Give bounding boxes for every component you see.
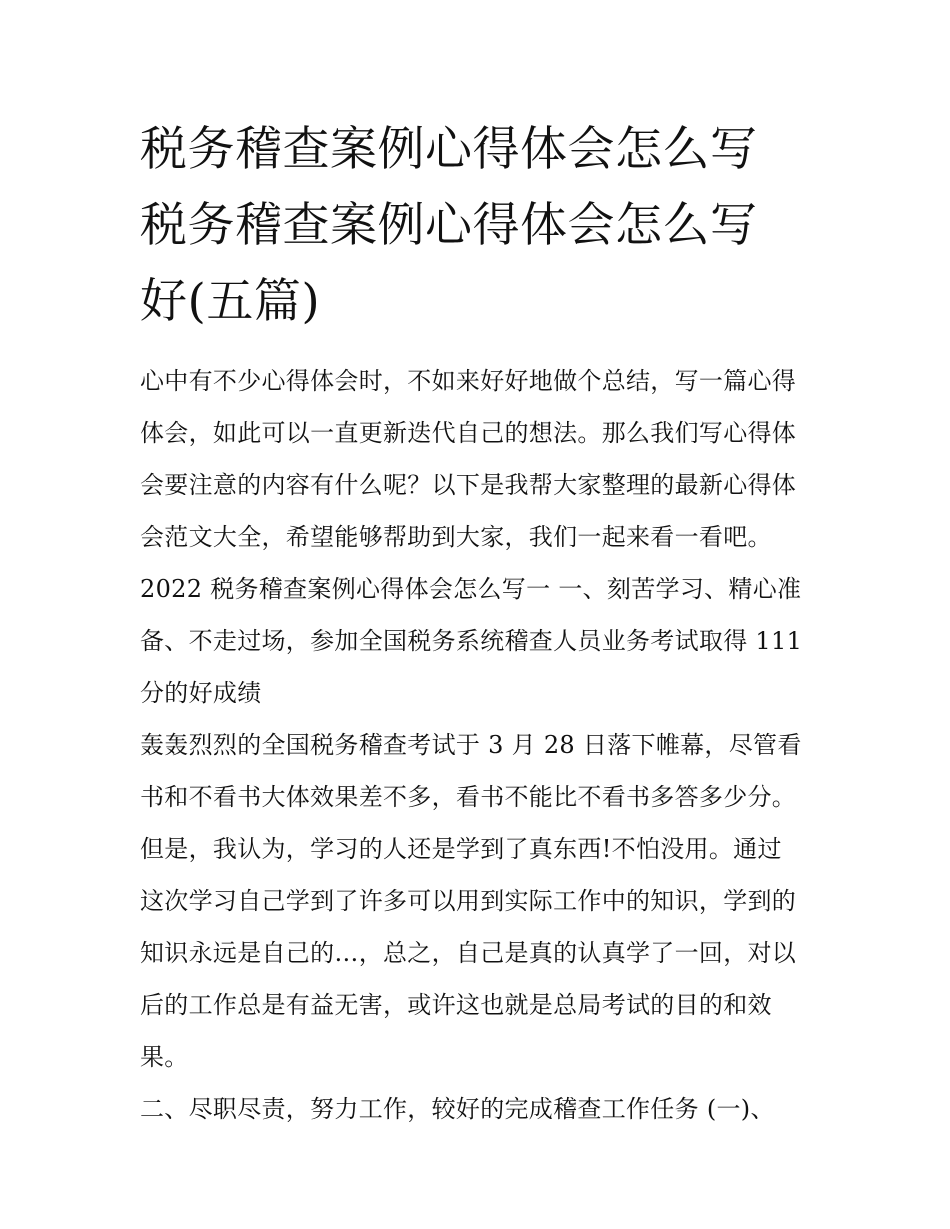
body-line: 体会，如此可以一直更新迭代自己的想法。那么我们写心得体 xyxy=(140,419,797,447)
body-line: 果。 xyxy=(140,1043,189,1071)
body-line: 会要注意的内容有什么呢？以下是我帮大家整理的最新心得体 xyxy=(140,471,797,499)
body-line: 分的好成绩 xyxy=(140,679,262,707)
body-line: 心中有不少心得体会时，不如来好好地做个总结，写一篇心得 xyxy=(140,367,797,395)
title-line-2: 税务稽查案例心得体会怎么写 xyxy=(140,198,758,253)
document-title xyxy=(140,112,830,340)
body-line: 二、尽职尽责，努力工作，较好的完成稽查工作任务 (一)、 xyxy=(140,1095,775,1123)
document-body xyxy=(140,355,820,1135)
body-line: 后的工作总是有益无害，或许这也就是总局考试的目的和效 xyxy=(140,991,772,1019)
body-line: 书和不看书大体效果差不多，看书不能比不看书多答多少分。 xyxy=(140,783,797,811)
title-line-1: 税务稽查案例心得体会怎么写 xyxy=(140,122,758,177)
body-line: 但是，我认为，学习的人还是学到了真东西!不怕没用。通过 xyxy=(140,835,782,863)
body-line: 知识永远是自己的…，总之，自己是真的认真学了一回，对以 xyxy=(140,939,797,967)
body-line: 这次学习自己学到了许多可以用到实际工作中的知识，学到的 xyxy=(140,887,797,915)
body-line: 会范文大全，希望能够帮助到大家，我们一起来看一看吧。 xyxy=(140,523,772,551)
body-line: 备、不走过场，参加全国税务系统稽查人员业务考试取得 111 xyxy=(140,627,803,655)
title-line-3: 好(五篇) xyxy=(140,274,321,329)
body-line: 2022 税务稽查案例心得体会怎么写一 一、刻苦学习、精心准 xyxy=(140,575,802,603)
body-line: 轰轰烈烈的全国税务稽查考试于 3 月 28 日落下帷幕，尽管看 xyxy=(140,731,802,759)
